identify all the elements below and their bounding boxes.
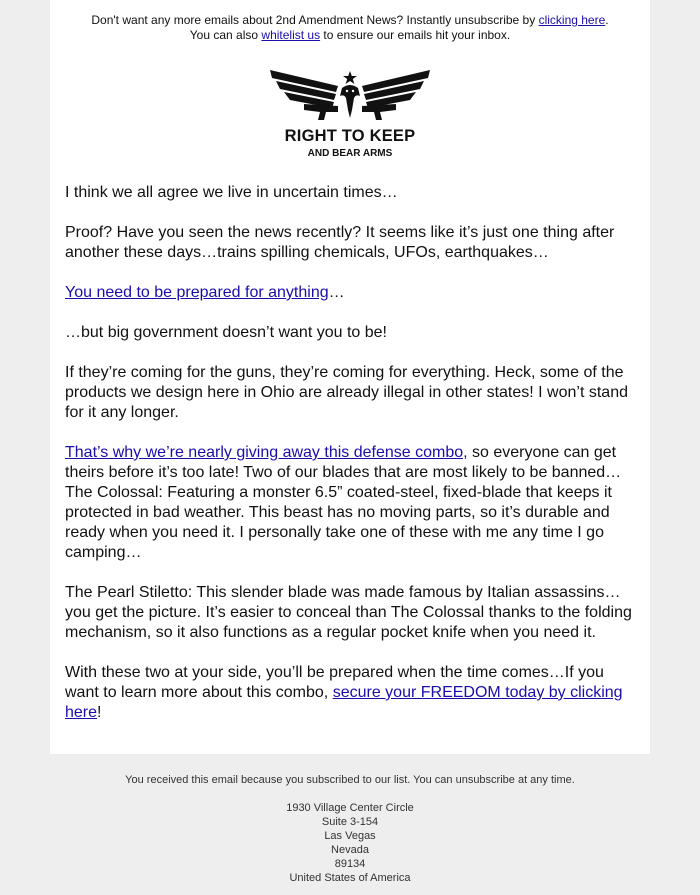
- address-line: Las Vegas: [324, 830, 376, 842]
- address-line: 89134: [334, 858, 366, 870]
- preheader-line-2: [50, 28, 650, 43]
- paragraph-text: !: [97, 704, 102, 721]
- paragraph-proof: Proof? Have you seen the news recently? It seems like it’s just one thing after another these days…trains spilling chemicals, UFOs, earthquakes…: [65, 224, 615, 261]
- prepared-link[interactable]: You need to be prepared for anything: [65, 284, 329, 301]
- preheader-text: Don't want any more emails about 2nd Amendment News? Instantly unsubscribe by: [91, 13, 539, 27]
- paragraph-prepared: [65, 283, 637, 303]
- paragraph-cta: [65, 663, 637, 723]
- address-line: Suite 3-154: [321, 816, 379, 828]
- paragraph-government: …but big government doesn’t want you to be!: [65, 324, 387, 341]
- paragraph-stiletto: The Pearl Stiletto: This slender blade was made famous by Italian assassins… you get the picture. It’s easier to conceal than The Colossal thanks to the folding mechanism, so it also functions as a regular pocket knife when you need it.: [65, 584, 632, 641]
- eagle-wings-pistols-icon: [268, 66, 432, 124]
- paragraph-intro: I think we all agree we live in uncertain times…: [65, 184, 398, 201]
- paragraph-text: With these two at your side, you’ll be prepared when the time comes…If you want to learn more about this combo,: [65, 664, 604, 701]
- preheader: [50, 13, 650, 43]
- preheader-text: to ensure our emails hit your inbox.: [320, 28, 511, 42]
- email-card: [50, 0, 650, 754]
- paragraph-guns: If they’re coming for the guns, they’re coming for everything. Heck, some of the products we design here in Ohio are already illegal in other states! I won’t stand for it any longer.: [65, 364, 628, 421]
- address-line: 1930 Village Center Circle: [286, 802, 414, 814]
- defense-combo-link[interactable]: That’s why we’re nearly giving away this defense combo,: [65, 444, 468, 461]
- secure-freedom-link[interactable]: secure your FREEDOM today by clicking here: [65, 684, 623, 721]
- paragraph-text: …: [328, 284, 345, 301]
- paragraph-combo: [65, 443, 637, 563]
- logo-subtitle: AND BEAR ARMS: [307, 148, 393, 159]
- address-line: United States of America: [289, 872, 411, 884]
- email-body: [65, 183, 637, 743]
- brand-logo[interactable]: [268, 66, 432, 162]
- paragraph-text: so everyone can get theirs before it’s too late! Two of our blades that are most likely to be banned… The Colossal: Featuring a monster 6.5” coated-steel, fixed-blade that keeps it protected in bad weather. This beast has no moving parts, so it’s durable and ready when you need it. I personally take one of these with me any time I go camping…: [65, 444, 622, 561]
- subscription-notice: You received this email because you subscribed to our list. You can unsubscribe at any time.: [125, 774, 575, 786]
- mailing-address: [0, 801, 700, 885]
- address-line: Nevada: [331, 844, 369, 856]
- whitelist-link[interactable]: whitelist us: [261, 28, 321, 42]
- logo-title: RIGHT TO KEEP: [284, 127, 416, 145]
- preheader-text: You can also: [189, 28, 262, 42]
- unsubscribe-link[interactable]: clicking here: [538, 13, 606, 27]
- preheader-text: .: [605, 13, 609, 27]
- preheader-line-1: [50, 13, 650, 28]
- email-footer: [0, 773, 700, 885]
